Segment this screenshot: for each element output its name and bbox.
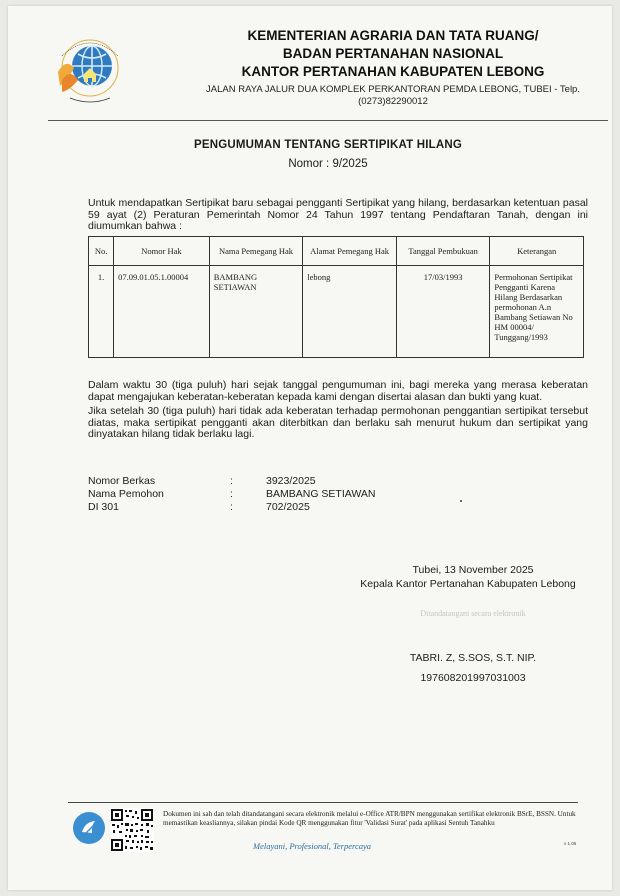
bsre-logo-icon: [73, 812, 105, 844]
signature-role: Kepala Kantor Pertanahan Kabupaten Lebong: [360, 578, 576, 590]
office-name: KANTOR PERTANAHAN KABUPATEN LEBONG: [241, 64, 545, 79]
col-header-alamat: Alamat Pemegang Hak: [303, 237, 397, 266]
footer-divider: [68, 802, 578, 803]
certificate-table: [88, 236, 584, 358]
info-colon: :: [230, 488, 233, 500]
col-header-nomor-hak: Nomor Hak: [114, 237, 210, 266]
info-label: Nama Pemohon: [88, 488, 164, 500]
info-colon: :: [230, 501, 233, 513]
document-number: Nomor : 9/2025: [288, 158, 368, 170]
office-address: JALAN RAYA JALUR DUA KOMPLEK PERKANTORAN PEMDA LEBONG, TUBEI - Telp. (0273)82290012: [206, 84, 580, 107]
cell-tanggal: 17/03/1993: [396, 266, 490, 358]
cell-nama: BAMBANG SETIAWAN: [209, 266, 303, 358]
bpn-logo-icon: [48, 28, 128, 108]
document-title: PENGUMUMAN TENTANG SERTIPIKAT HILANG: [193, 139, 463, 151]
document-page: [8, 6, 612, 890]
agency-name: BADAN PERTANAHAN NASIONAL: [282, 46, 504, 61]
footer-motto: Melayani, Profesional, Terpercaya: [253, 841, 372, 851]
intro-paragraph: Untuk mendapatkan Sertipikat baru sebagai pengganti Sertipikat yang hilang, berdasarkan ketentuan pasal 59 ayat (2) Peraturan Pemerintah Nomor 24 Tahun 1997 tentang Pendaftaran Tanah, dengan ini diumumkan bahwa :: [88, 197, 588, 232]
qr-code-icon: [110, 808, 154, 852]
cell-keterangan: Permohonan Sertipikat Pengganti Karena Hilang Berdasarkan permohonan A.n Bambang Setiawan No HM 00004/ Tunggang/1993: [490, 266, 584, 358]
col-header-no: No.: [89, 237, 114, 266]
ministry-name: KEMENTERIAN AGRARIA DAN TATA RUANG/: [247, 28, 539, 43]
cell-no: 1.: [89, 266, 114, 358]
electronic-signature-note: Ditandatangani secara elektronik: [420, 609, 526, 618]
stray-mark: [460, 500, 462, 502]
signatory-name: TABRI. Z, S.SOS, S.T. NIP.: [409, 652, 537, 664]
col-header-tanggal: Tanggal Pembukuan: [396, 237, 490, 266]
col-header-keterangan: Keterangan: [490, 237, 584, 266]
objection-paragraph: Dalam waktu 30 (tiga puluh) hari sejak tanggal pengumuman ini, bagi mereka yang merasa keberatan dapat mengajukan keberatan-keberatan kepada kami dengan disertai alasan dan bukti yang kuat.: [88, 379, 588, 403]
table-header-row: [89, 237, 584, 266]
info-label: DI 301: [88, 501, 119, 513]
info-colon: :: [230, 475, 233, 487]
info-value: BAMBANG SETIAWAN: [266, 488, 376, 500]
col-header-nama: Nama Pemegang Hak: [209, 237, 303, 266]
cell-alamat: lebong: [303, 266, 397, 358]
info-value: 702/2025: [266, 501, 310, 513]
footer-notice: Dokumen ini sah dan telah ditandatangani secara elektronik melalui e-Office ATR/BPN menggunakan sertifikat elektronik BSrE, BSSN. Untuk memastikan keasliannya, silakan pindai Kode QR menggunakan fitur 'Validasi Surat' pada aplikasi Sentuh Tanahku: [163, 810, 576, 827]
signatory-nip: 197608201997031003: [420, 672, 526, 684]
validity-paragraph: Jika setelah 30 (tiga puluh) hari tidak ada keberatan terhadap permohonan penggantian sertipikat tersebut diatas, maka sertipikat pengganti akan diterbitkan dan berlaku sah menurut hukum dan sertipikat yang dinyatakan hilang tidak berlaku lagi.: [88, 405, 588, 440]
signature-place-date: Tubei, 13 November 2025: [412, 564, 534, 576]
cell-nomor-hak: 07.09.01.05.1.00004: [114, 266, 210, 358]
header-divider: [48, 120, 608, 121]
table-row: [89, 266, 584, 358]
info-label: Nomor Berkas: [88, 475, 156, 487]
info-value: 3923/2025: [266, 475, 316, 487]
version-label: v 1.06: [564, 841, 577, 846]
